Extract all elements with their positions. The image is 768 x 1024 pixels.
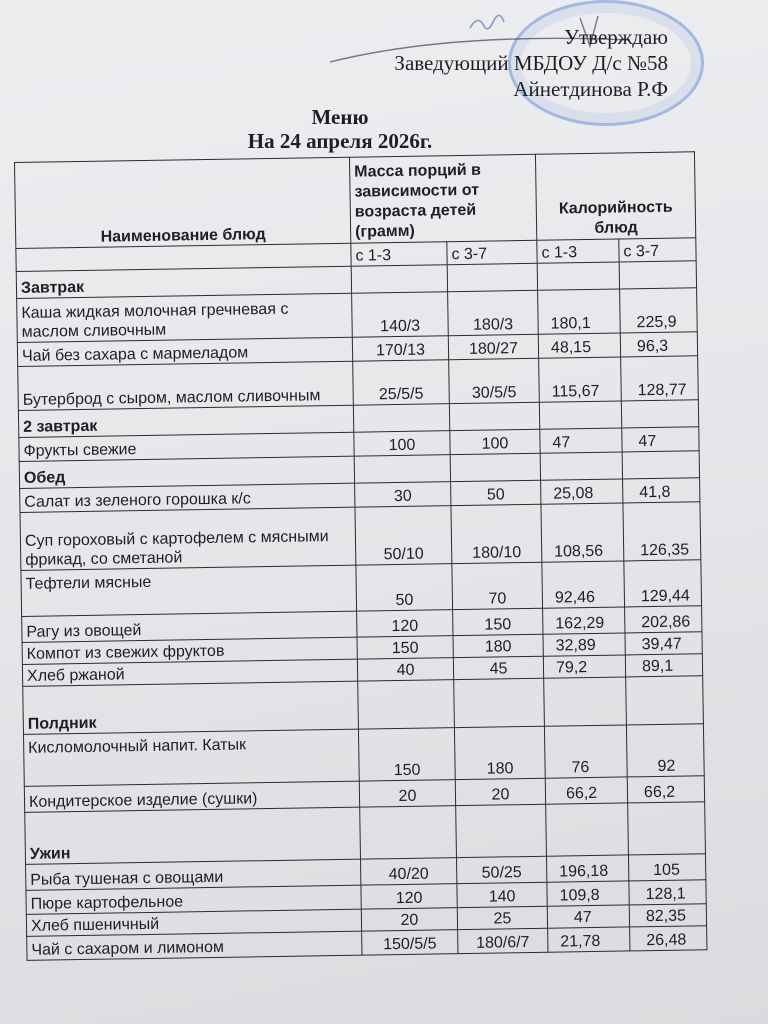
dish-name: Компот из свежих фруктов [22, 637, 357, 664]
subheader-mass-1-3: с 1-3 [351, 242, 447, 267]
mass-3-7: 180/6/7 [458, 928, 548, 953]
mass-3-7: 45 [453, 656, 543, 679]
dish-name: Пюре картофельное [26, 885, 361, 914]
subheader-cal-3-7: с 3-7 [619, 238, 696, 262]
mass-1-3: 40 [357, 658, 453, 682]
mass-1-3: 40/20 [360, 858, 456, 886]
mass-3-7: 180 [454, 726, 545, 779]
section-title: Ужин [25, 807, 361, 864]
dish-name: Кисломолочный напит. Катык [23, 729, 359, 786]
mass-1-3: 150/5/5 [362, 930, 458, 956]
dish-name: Кондитерское изделие (сушки) [24, 781, 359, 812]
dish-name: Чай с сахаром и лимоном [27, 931, 362, 960]
cal-3-7: 41,8 [623, 478, 700, 503]
dish-name: Тефтели мясные [21, 565, 357, 616]
mass-3-7: 100 [450, 429, 540, 454]
cal-3-7: 128,77 [621, 356, 699, 401]
section-title: Завтрак [16, 266, 351, 298]
cal-3-7: 39,47 [625, 632, 702, 655]
menu-table [14, 151, 707, 961]
mass-1-3: 20 [361, 908, 457, 932]
mass-1-3: 120 [357, 610, 453, 638]
approval-person: Айнетдинова Р.Ф [513, 77, 668, 101]
cal-1-3: 47 [547, 905, 629, 928]
mass-3-7: 180/3 [448, 290, 539, 335]
cal-3-7: 225,9 [620, 288, 698, 333]
cal-3-7: 47 [622, 427, 699, 452]
cal-1-3: 47 [540, 428, 622, 453]
mass-3-7: 25 [457, 906, 547, 929]
mass-1-3: 140/3 [352, 292, 449, 338]
dish-name: Фрукты свежие [19, 432, 354, 461]
approval-line: Утверждаю [564, 25, 668, 49]
cal-1-3: 92,46 [542, 561, 625, 608]
mass-3-7: 180/10 [451, 504, 542, 563]
mass-1-3: 120 [361, 884, 457, 910]
subheader-mass-3-7: с 3-7 [447, 240, 537, 264]
mass-1-3: 150 [357, 636, 453, 660]
cal-1-3: 196,18 [546, 855, 628, 882]
cal-1-3: 76 [544, 725, 627, 778]
section-title: Полдник [23, 681, 359, 734]
section-title: Обед [19, 456, 354, 488]
cal-1-3: 48,15 [538, 333, 620, 358]
mass-3-7: 20 [455, 778, 545, 805]
cal-3-7: 92 [626, 724, 704, 777]
cal-1-3: 21,78 [548, 927, 630, 952]
cal-3-7: 202,86 [625, 606, 702, 633]
mass-1-3: 170/13 [352, 336, 448, 362]
dish-name: Рыба тушеная с овощами [26, 859, 361, 890]
dish-name: Хлеб пшеничный [26, 909, 361, 936]
dish-name: Бутерброд с сыром, маслом сливочным [18, 361, 354, 410]
subheader-cal-1-3: с 1-3 [537, 239, 619, 263]
dish-name: Суп гороховый с картофелем с мясными фрикад, со сметаной [20, 507, 356, 570]
cal-3-7: 96,3 [620, 332, 697, 357]
mass-1-3: 30 [355, 482, 451, 508]
mass-3-7: 150 [453, 608, 543, 635]
cal-3-7: 129,44 [624, 560, 702, 607]
cal-1-3: 180,1 [538, 289, 621, 334]
mass-1-3: 50 [356, 564, 453, 612]
cal-3-7: 26,48 [630, 926, 707, 951]
approval-position: Заведующий МБДОУ Д/с №58 [394, 51, 668, 75]
title-menu: Меню [311, 105, 369, 129]
dish-name: Чай без сахара с мармеладом [17, 337, 352, 366]
cal-1-3: 162,29 [543, 607, 625, 634]
cal-1-3: 115,67 [539, 357, 622, 402]
cal-3-7: 105 [628, 854, 705, 881]
page-title [190, 105, 490, 153]
cal-3-7: 66,2 [627, 776, 704, 803]
mass-3-7: 30/5/5 [449, 358, 540, 403]
mass-1-3: 150 [358, 728, 455, 782]
mass-3-7: 180 [453, 634, 543, 657]
cal-3-7: 82,35 [629, 904, 706, 927]
mass-1-3: 50/10 [355, 506, 452, 566]
mass-3-7: 50/25 [456, 856, 546, 883]
header-calories: Калорийность блюд [535, 152, 695, 240]
cal-1-3: 109,8 [547, 881, 629, 906]
mass-3-7: 180/27 [448, 334, 538, 359]
header-dish-name: Наименование блюд [15, 157, 351, 248]
cal-3-7: 128,1 [629, 880, 706, 905]
cal-1-3: 79,2 [543, 655, 625, 678]
section-title: 2 завтрак [18, 405, 353, 437]
table-row [20, 502, 701, 571]
approval-block [394, 24, 668, 102]
dish-name: Рагу из овощей [22, 611, 357, 642]
header-portion-mass: Масса порций в зависимости от возраста детей (грамм) [349, 154, 536, 243]
mass-1-3: 100 [354, 431, 450, 457]
title-date: На 24 апреля 2026г. [247, 129, 433, 153]
dish-name: Хлеб ржаной [22, 659, 357, 686]
dish-name: Салат из зеленого горошка к/с [20, 483, 355, 512]
cal-3-7: 89,1 [625, 654, 702, 677]
cal-1-3: 108,56 [541, 503, 624, 562]
cal-1-3: 25,08 [541, 479, 623, 504]
mass-3-7: 50 [451, 480, 541, 505]
mass-3-7: 70 [452, 562, 543, 609]
mass-1-3: 25/5/5 [353, 360, 450, 406]
cal-1-3: 66,2 [545, 777, 627, 804]
cal-1-3: 32,89 [543, 633, 625, 656]
mass-1-3: 20 [359, 780, 455, 808]
mass-3-7: 140 [457, 882, 547, 907]
cal-3-7: 126,35 [623, 502, 701, 561]
dish-name: Каша жидкая молочная гречневая с маслом сливочным [17, 293, 353, 342]
